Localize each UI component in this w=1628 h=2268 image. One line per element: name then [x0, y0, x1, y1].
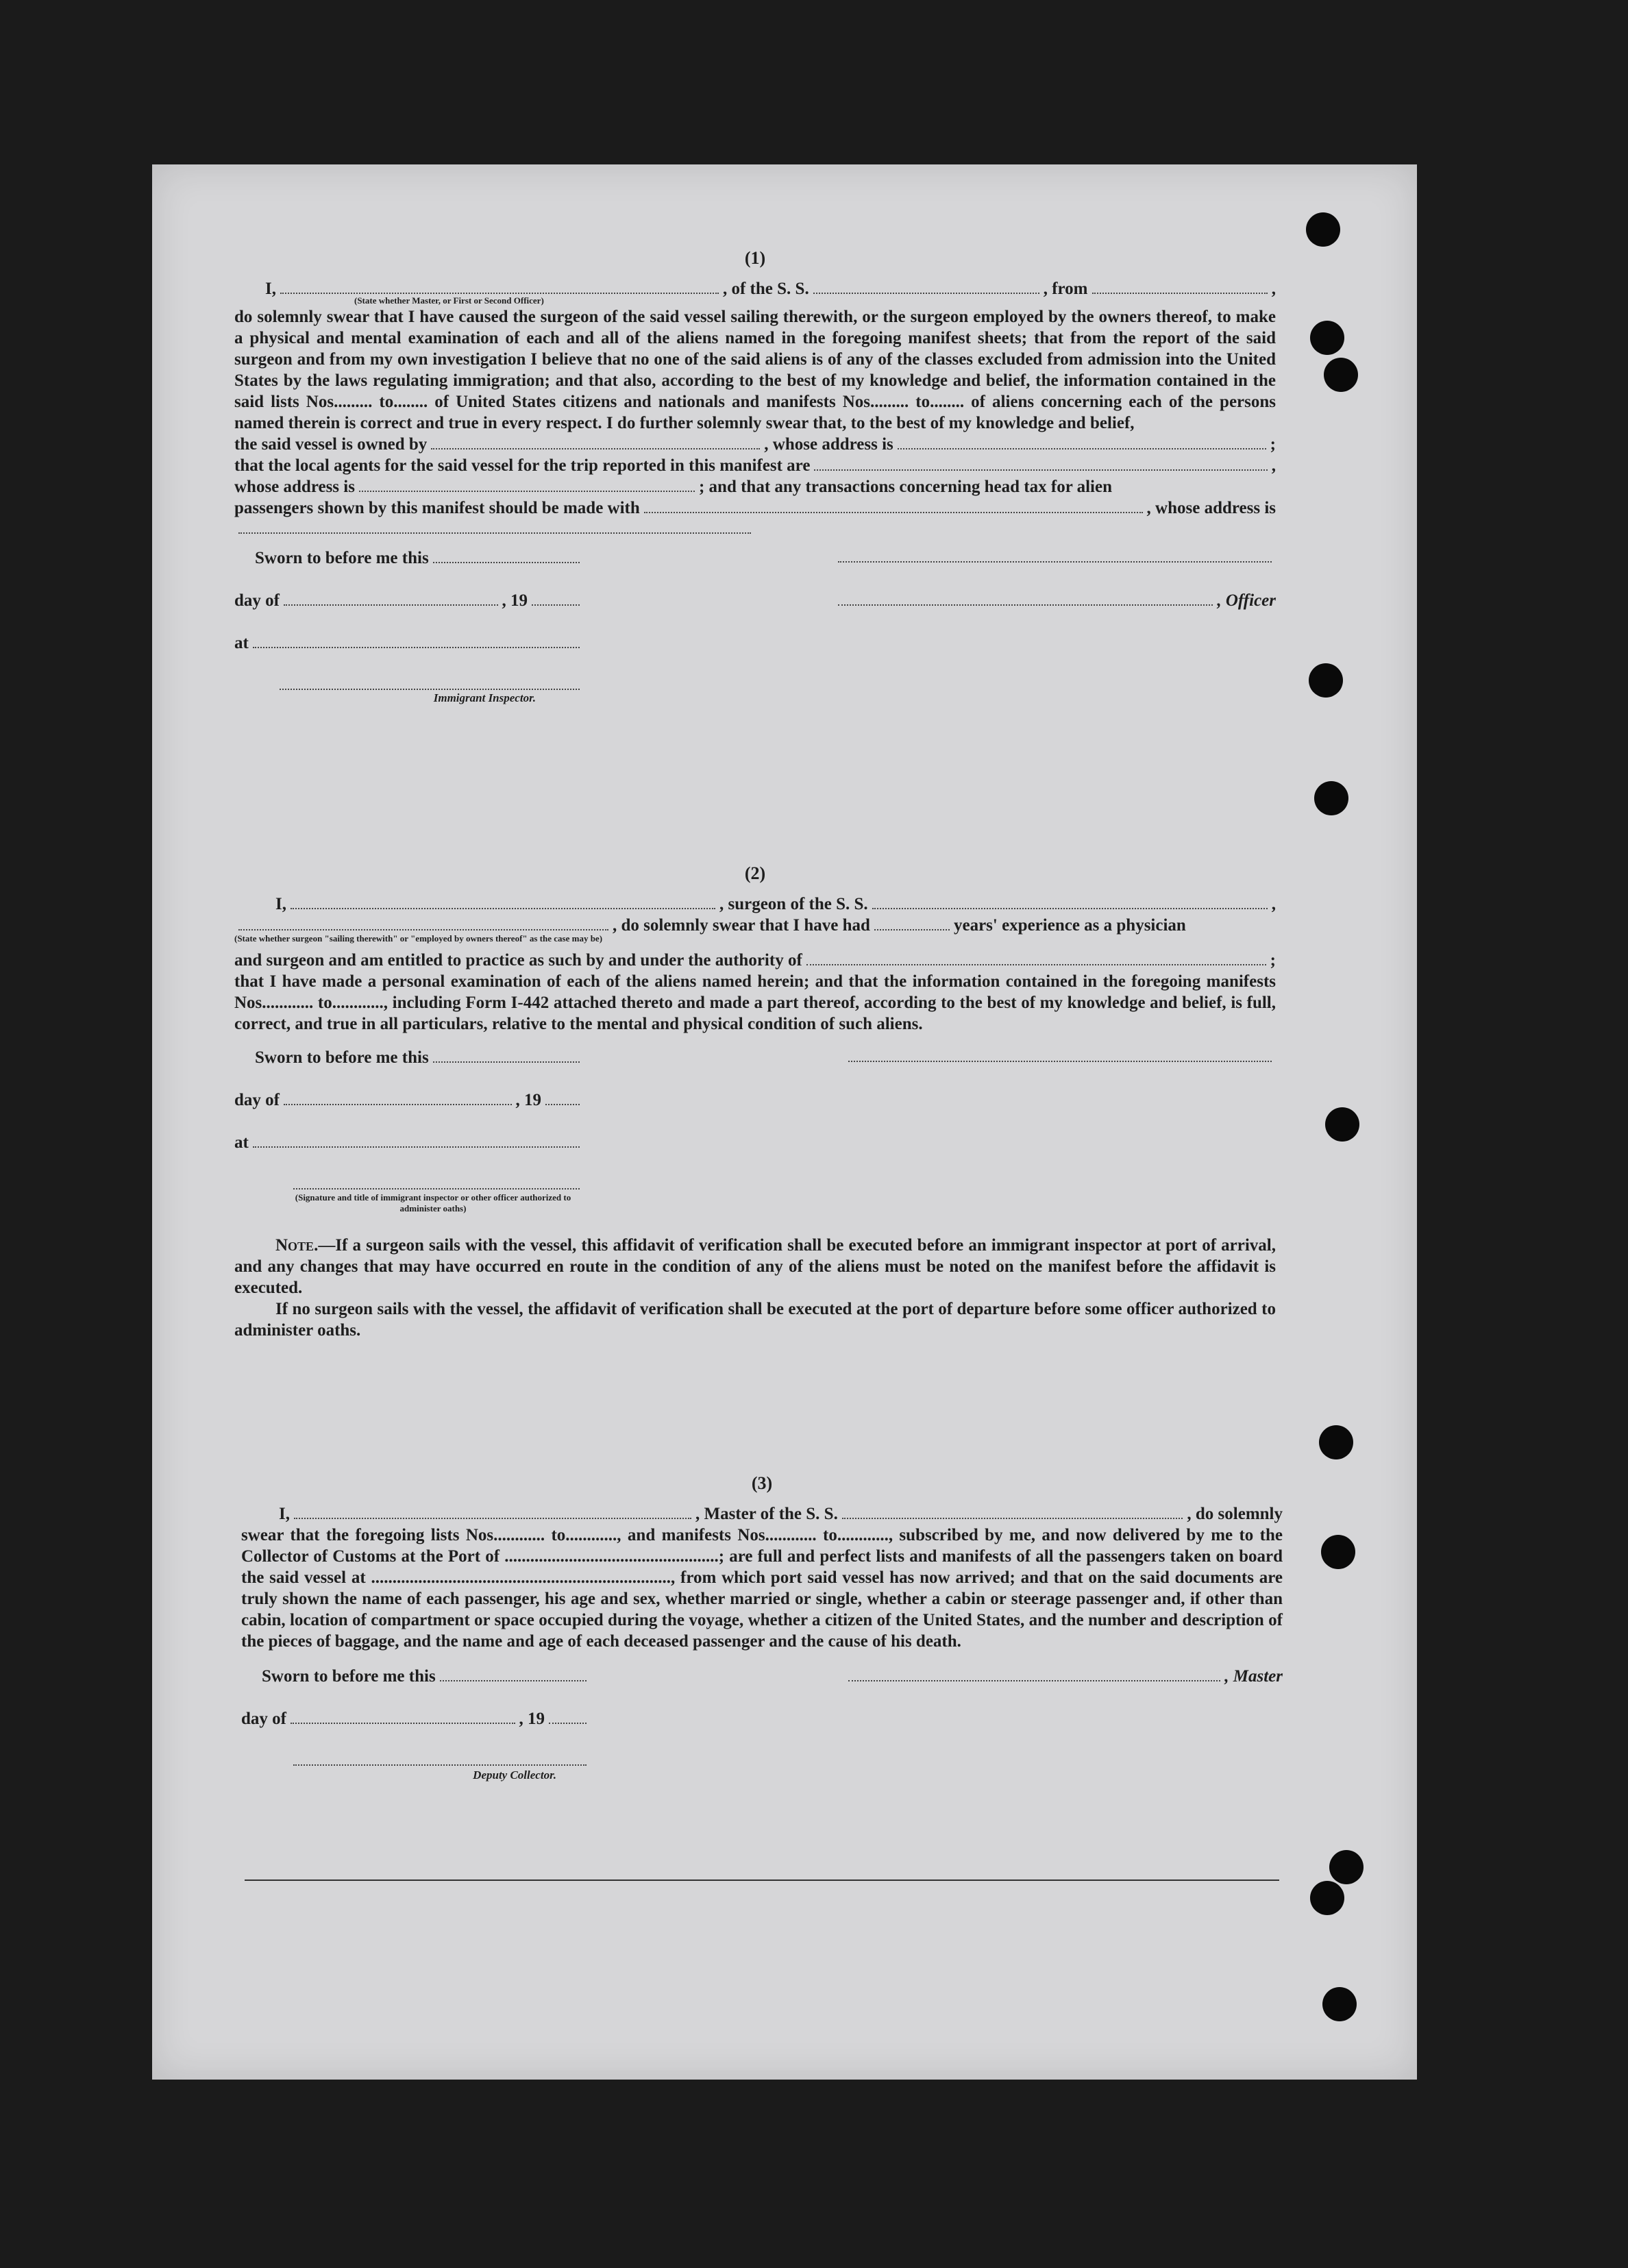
section-number: (2): [744, 863, 766, 883]
punch-hole: [1309, 663, 1343, 698]
signature-caption: (Signature and title of immigrant inspector or other officer authorized to administer oaths): [295, 1192, 571, 1213]
section-number: (3): [751, 1473, 773, 1493]
sworn-day-field[interactable]: [433, 1048, 580, 1063]
years-field[interactable]: [874, 915, 950, 930]
day-of-label: day of: [234, 1091, 280, 1109]
note-text-2: If no surgeon sails with the vessel, the affidavit of verification shall be executed at the port of departure before some officer authorized to administer oaths.: [234, 1300, 1276, 1340]
master-oath-body: swear that the foregoing lists Nos............ to............, and manifests Nos............ to............, subscribed by me, and now delivered by me to the Collector of Customs at the Port of ..................................................; are full and perfect lists and manifests of all the passengers taken on board the said vessel at ......................................................................, from which port said vessel has now arrived; and that on the said documents are truly shown the name of each passenger, his age and sex, whether married or single, whether a cabin or steerage passenger and, if other than cabin, location of compartment or space occupied during the voyage, whether a citizen of the United States, and the number and description of the pieces of baggage, and the name and age of each deceased passenger and the cause of his death.: [241, 1526, 1283, 1651]
month-field[interactable]: [284, 591, 498, 606]
vessel-name-field[interactable]: [842, 1504, 1183, 1519]
officer-label: , Officer: [1217, 591, 1276, 610]
punch-hole: [1310, 321, 1344, 355]
year-label: , 19: [519, 1710, 545, 1728]
intro-label: I,: [279, 1505, 290, 1523]
punch-hole: [1324, 358, 1358, 392]
place-field[interactable]: [253, 633, 580, 648]
head-tax-contact-field[interactable]: [644, 498, 1143, 513]
authority-field[interactable]: [806, 950, 1266, 965]
month-field[interactable]: [284, 1090, 512, 1105]
oath-body: do solemnly swear that I have caused the surgeon of the said vessel sailing therewith, or the surgeon employed by the owners thereof, to make a physical and mental examination of each and all of the aliens named in the foregoing manifest sheets; that from the report of the said surgeon and from my own investigation I believe that no one of the said aliens is of any of the classes excluded from admission into the United States by the laws regulating immigration; and that also, according to the best of my knowledge and belief, the information contained in the said lists Nos......... to........ of United States citizens and nationals and manifests Nos......... to........ of aliens concerning each of the persons named therein is correct and true in every respect. I do further solemnly swear that, to the best of my knowledge and belief,: [234, 308, 1276, 432]
affidavit-section-3: [241, 1473, 1283, 1796]
passengers-shown-label: passengers shown by this manifest should be made with: [234, 499, 640, 517]
year-field[interactable]: [532, 591, 580, 606]
swear-label: , do solemnly swear that I have had: [613, 916, 870, 935]
punch-hole: [1322, 1987, 1357, 2021]
officer-name-field[interactable]: [280, 279, 719, 294]
place-field[interactable]: [253, 1133, 580, 1148]
punch-hole: [1306, 212, 1340, 247]
month-field[interactable]: [291, 1709, 515, 1724]
vessel-label: , of the S. S.: [722, 280, 809, 298]
sworn-label: Sworn to before me this: [255, 1048, 429, 1067]
officer-note: (State whether Master, or First or Second Officer): [354, 295, 544, 306]
officer-signature-top-field[interactable]: [838, 547, 1272, 563]
day-of-label: day of: [234, 591, 280, 610]
master-label: , Master: [1224, 1667, 1283, 1686]
year-label: , 19: [515, 1091, 541, 1109]
affidavit-section-1: (1) I, , of the S. S. , from , (State whether Master, or First or Second Officer) do solemnly swear that I have caused the surgeon of the said vessel sailing therewith, or the surgeon employed by the owners thereof, to make a physical and mental examination of each and all of the aliens named in the foregoing manifest sheets; that from the report of the said surgeon and from my own investigation I believe that no one of the said aliens is of any of the classes excluded from admission into the United States by the laws regulating immigration; and that also, according to the best of my knowledge and belief, the information contained in the said lists Nos......... to........ of United States citizens and nationals and manifests Nos......... to........ of aliens concerning each of the persons named therein is correct and true in every respect. I do further solemnly swear that, to the best of my knowledge and belief, the said vessel is owned by , whose address is ; that the local agents for the said vessel for the trip reported in this manifest are , whose address is ; and that any transactions concerning head tax for alien passengers shown by this manifest should be made with , whose address is Sworn to before me this day of , 19 at Immigrant Inspector. , Officer: [234, 248, 1276, 704]
section-number: (1): [744, 248, 766, 268]
local-agents-field[interactable]: [814, 456, 1267, 471]
punch-hole: [1319, 1425, 1353, 1459]
agent-address-field[interactable]: [359, 477, 695, 492]
from-label: , from: [1043, 280, 1088, 298]
bottom-rule: [245, 1879, 1279, 1881]
year-label: , 19: [502, 591, 528, 610]
years-label: years' experience as a physician: [953, 916, 1186, 935]
do-solemnly-label: , do solemnly: [1187, 1505, 1283, 1523]
surgeon-status-field[interactable]: [238, 915, 608, 930]
year-field[interactable]: [549, 1709, 587, 1724]
surgeon-name-field[interactable]: [291, 894, 715, 909]
surgeon-of-label: , surgeon of the S. S.: [719, 895, 868, 913]
master-of-label: , Master of the S. S.: [695, 1505, 838, 1523]
whose-address-label: , whose address is: [764, 435, 893, 454]
surgeon-signature-field[interactable]: [848, 1047, 1272, 1062]
inspector-signature-field[interactable]: [293, 1174, 580, 1190]
head-tax-label: ; and that any transactions concerning head tax for alien: [698, 478, 1112, 496]
sworn-day-field[interactable]: [440, 1666, 587, 1681]
master-name-field[interactable]: [294, 1504, 691, 1519]
master-signature-field[interactable]: [848, 1666, 1220, 1681]
affidavit-section-2: (2) I, , surgeon of the S. S. , , do solemnly swear that I have had years' experience as a physician (State whether surgeon "sailing therewith" or "employed by owners thereof" as the case may be) and surgeon and am entitled to practice as such by and under the authority of ; that I have made a personal examination of each of the aliens named herein; and that the information contained in the foregoing manifests Nos............ to............, including Form I-442 attached thereto and made a part thereof, according to the best of my knowledge and belief, is full, correct, and true in all particulars, relative to the mental and physical condition of such aliens. Sworn to before me this day of , 19 at (Signature and title of immigrant inspector or other officer authorized to administer oaths) Note.—If a surgeon sails with the vessel, this affidavit of verification shall be executed before an immigrant inspector at port of arrival, and any changes that may have occurred en route in the condition of any of the aliens must be noted on the manifest before the affidavit is executed. If no surgeon sails with the vessel, the affidavit of verification shall be executed at the port of departure before some officer authorized to administer oaths.: [234, 863, 1276, 1340]
agent-address-label: whose address is: [234, 478, 355, 496]
punch-hole: [1325, 1107, 1359, 1142]
authority-label: and surgeon and am entitled to practice as such by and under the authority of: [234, 951, 802, 970]
year-field[interactable]: [545, 1090, 580, 1105]
at-label: at: [234, 1133, 249, 1152]
document-page: [152, 164, 1417, 2080]
vessel-name-field[interactable]: [872, 894, 1268, 909]
owned-by-label: the said vessel is owned by: [234, 435, 428, 454]
inspector-caption: Immigrant Inspector.: [433, 691, 536, 704]
officer-signature-field[interactable]: [838, 591, 1213, 606]
inspector-signature-field[interactable]: [280, 675, 580, 690]
punch-hole: [1321, 1535, 1355, 1569]
sworn-label: Sworn to before me this: [262, 1667, 436, 1686]
punch-hole: [1329, 1850, 1364, 1884]
at-label: at: [234, 634, 249, 652]
collector-signature-field[interactable]: [293, 1751, 587, 1766]
day-of-label: day of: [241, 1710, 286, 1728]
origin-port-field[interactable]: [1092, 279, 1268, 294]
sworn-day-field[interactable]: [433, 548, 580, 563]
local-agents-label: that the local agents for the said vessel for the trip reported in this manifest are: [234, 456, 811, 475]
note-text-1: —If a surgeon sails with the vessel, this affidavit of verification shall be executed before an immigrant inspector at port of arrival, and any changes that may have occurred en route in the condition of any of the aliens must be noted on the manifest before the affidavit is executed.: [234, 1236, 1276, 1297]
collector-caption: Deputy Collector.: [473, 1768, 556, 1782]
owner-field[interactable]: [431, 434, 760, 449]
intro-label: I,: [275, 895, 286, 913]
vessel-name-field[interactable]: [813, 279, 1039, 294]
contact-address-field[interactable]: [238, 519, 751, 534]
owner-address-field[interactable]: [898, 434, 1266, 449]
punch-hole: [1310, 1881, 1344, 1915]
note-label: Note.: [275, 1236, 319, 1255]
contact-address-label: , whose address is: [1146, 499, 1276, 517]
punch-hole: [1314, 781, 1348, 815]
sworn-label: Sworn to before me this: [255, 549, 429, 567]
examination-body: that I have made a personal examination of each of the aliens named herein; and that the information contained in the foregoing manifests Nos............ to............, including Form I-442 attached thereto and made a part thereof, according to the best of my knowledge and belief, is full, correct, and true in all particulars, relative to the mental and physical condition of such aliens.: [234, 972, 1276, 1033]
intro-label: I,: [265, 280, 276, 298]
surgeon-status-note: (State whether surgeon "sailing therewith" or "employed by owners thereof" as the case may be): [234, 933, 603, 944]
